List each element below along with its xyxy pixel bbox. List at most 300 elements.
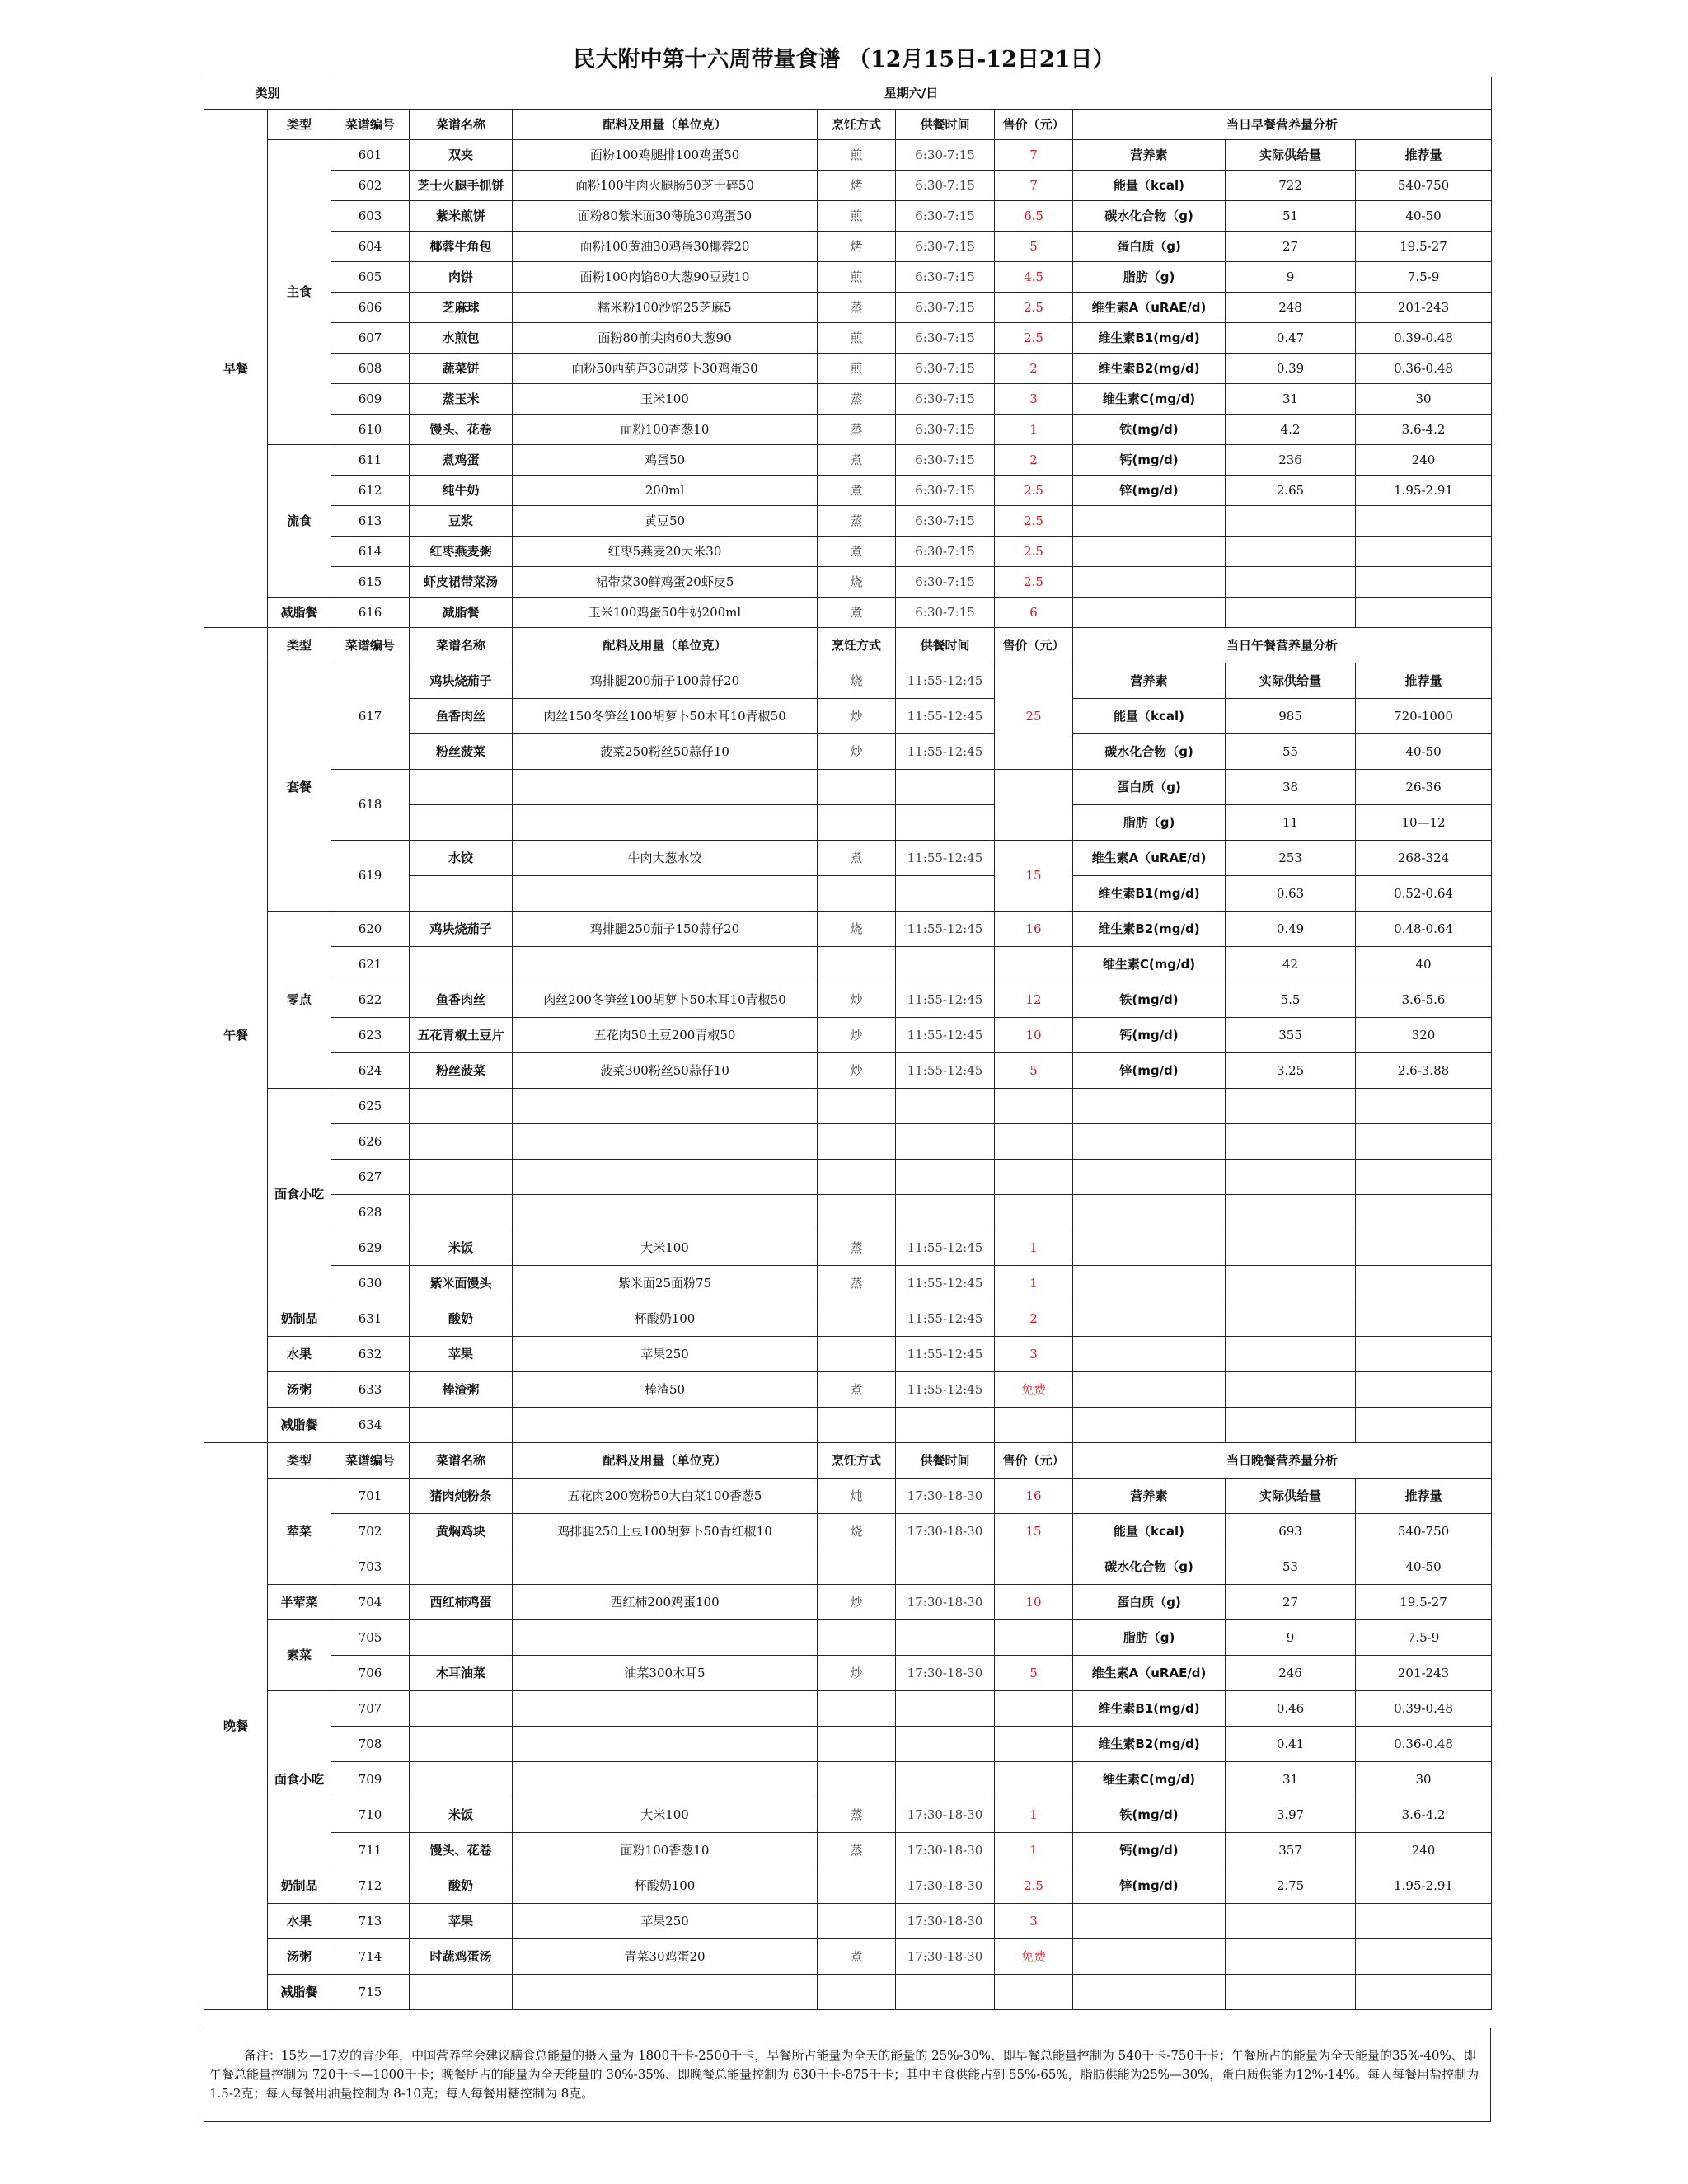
nutrient-header-actual: 实际供给量 xyxy=(1226,663,1356,699)
dish-category: 面食小吃 xyxy=(268,1691,331,1868)
nutrient-recommended: 30 xyxy=(1356,1762,1492,1797)
dish-ingredients xyxy=(513,1408,818,1443)
dish-name: 苹果 xyxy=(410,1904,513,1939)
nutrient-header-actual: 实际供给量 xyxy=(1226,140,1356,171)
nutrient-recommended: 0.39-0.48 xyxy=(1356,323,1492,354)
dish-code: 715 xyxy=(331,1975,410,2010)
table-row xyxy=(204,1585,1492,1620)
serving-time: 17:30-18-30 xyxy=(896,1479,995,1514)
table-row xyxy=(204,293,1492,323)
dish-ingredients: 面粉100肉馅80大葱90豆豉10 xyxy=(513,262,818,293)
dish-ingredients: 面粉100黄油30鸡蛋30椰蓉20 xyxy=(513,232,818,262)
empty-cell xyxy=(1073,1372,1226,1408)
dish-price: 2.5 xyxy=(995,293,1073,323)
empty-cell xyxy=(1073,1230,1226,1266)
nutrient-actual: 0.47 xyxy=(1226,323,1356,354)
nutrient-actual: 248 xyxy=(1226,293,1356,323)
header-day: 星期六/日 xyxy=(331,77,1492,110)
dish-code: 627 xyxy=(331,1160,410,1195)
nutrient-name: 维生素A（uRAE/d) xyxy=(1073,293,1226,323)
cooking-method: 蒸 xyxy=(818,506,896,537)
dish-price: 16 xyxy=(995,912,1073,947)
nutrient-actual: 9 xyxy=(1226,262,1356,293)
cooking-method: 烧 xyxy=(818,663,896,699)
serving-time: 6:30-7:15 xyxy=(896,415,995,445)
dish-ingredients xyxy=(513,1691,818,1727)
nutrient-actual: 253 xyxy=(1226,841,1356,876)
empty-cell xyxy=(1226,1372,1356,1408)
serving-time: 6:30-7:15 xyxy=(896,476,995,506)
dish-code: 612 xyxy=(331,476,410,506)
empty-cell xyxy=(410,770,513,805)
table-row xyxy=(204,1691,1492,1727)
dish-ingredients: 牛肉大葱水饺 xyxy=(513,841,818,876)
dish-name xyxy=(410,1124,513,1160)
table-row xyxy=(204,110,1492,140)
cooking-method: 炒 xyxy=(818,982,896,1018)
empty-cell xyxy=(1226,567,1356,598)
nutrient-actual: 42 xyxy=(1226,947,1356,982)
nutrient-actual: 0.49 xyxy=(1226,912,1356,947)
empty-cell xyxy=(995,770,1073,841)
cooking-method: 蒸 xyxy=(818,1797,896,1833)
nutrient-recommended: 0.52-0.64 xyxy=(1356,876,1492,912)
serving-time: 6:30-7:15 xyxy=(896,323,995,354)
nutrient-name: 锌(mg/d) xyxy=(1073,476,1226,506)
empty-cell xyxy=(1073,1337,1226,1372)
dish-ingredients: 玉米100 xyxy=(513,384,818,415)
nutrient-recommended: 0.36-0.48 xyxy=(1356,1727,1492,1762)
dish-name xyxy=(410,1762,513,1797)
col-header-name: 菜谱名称 xyxy=(410,110,513,140)
nutrient-actual: 0.46 xyxy=(1226,1691,1356,1727)
dish-ingredients: 面粉100牛肉火腿肠50芝士碎50 xyxy=(513,171,818,201)
dish-code: 704 xyxy=(331,1585,410,1620)
dish-code: 706 xyxy=(331,1656,410,1691)
dish-ingredients xyxy=(513,947,818,982)
cooking-method: 煎 xyxy=(818,201,896,232)
cooking-method xyxy=(818,1337,896,1372)
dish-ingredients xyxy=(513,1762,818,1797)
empty-cell xyxy=(1073,1975,1226,2010)
nutrition-analysis-title: 当日早餐营养量分析 xyxy=(1073,110,1492,140)
dish-price: 25 xyxy=(995,663,1073,770)
table-row xyxy=(204,1904,1492,1939)
dish-code: 708 xyxy=(331,1727,410,1762)
serving-time xyxy=(896,1408,995,1443)
serving-time xyxy=(896,1620,995,1656)
nutrient-header-name: 营养素 xyxy=(1073,140,1226,171)
dish-price: 16 xyxy=(995,1479,1073,1514)
nutrient-recommended: 26-36 xyxy=(1356,770,1492,805)
dish-category: 半荤菜 xyxy=(268,1585,331,1620)
empty-cell xyxy=(1356,506,1492,537)
nutrient-name: 铁(mg/d) xyxy=(1073,1797,1226,1833)
empty-cell xyxy=(1073,1301,1226,1337)
col-header-ingredients: 配料及用量（单位克） xyxy=(513,628,818,663)
table-row xyxy=(204,598,1492,628)
dish-ingredients: 面粉50西葫芦30胡萝卜30鸡蛋30 xyxy=(513,354,818,384)
dish-code: 631 xyxy=(331,1301,410,1337)
dish-category: 荤菜 xyxy=(268,1479,331,1585)
dish-name: 鸡块烧茄子 xyxy=(410,912,513,947)
dish-code: 602 xyxy=(331,171,410,201)
empty-cell xyxy=(1356,1337,1492,1372)
dish-ingredients xyxy=(513,1160,818,1195)
serving-time: 6:30-7:15 xyxy=(896,232,995,262)
serving-time xyxy=(896,1124,995,1160)
footnote: 备注：15岁—17岁的青少年，中国营养学会建议膳食总能量的摄入量为 1800千卡-2500千卡，早餐所占能量为全天的能量的 25%-30%、即早餐总能量控制为 540千卡-750千卡；午餐所占的能量为全天能量的35%-40%、即午餐总能量控制为 720千卡—1000千卡；晚餐所占的能量为全天能量的 30%-35%、即晚餐总能量控制为 630千卡-875千卡；其中主食供能占到 55%-65%，脂肪供能为25%—30%，蛋白质供能为12%-14%。每人每餐用盐控制为 1.5-2克；每人每餐用油量控制为 8-10克；每人每餐用糖控制为 8克。 xyxy=(204,2028,1491,2122)
dish-code: 713 xyxy=(331,1904,410,1939)
table-row xyxy=(204,445,1492,476)
nutrient-recommended: 40 xyxy=(1356,947,1492,982)
dish-category: 素菜 xyxy=(268,1620,331,1691)
empty-cell xyxy=(1226,537,1356,567)
nutrient-recommended: 3.6-5.6 xyxy=(1356,982,1492,1018)
nutrient-recommended: 201-243 xyxy=(1356,1656,1492,1691)
dish-name xyxy=(410,1620,513,1656)
serving-time: 11:55-12:45 xyxy=(896,663,995,699)
nutrient-actual: 236 xyxy=(1226,445,1356,476)
nutrient-recommended: 2.6-3.88 xyxy=(1356,1053,1492,1089)
dish-name: 芝士火腿手抓饼 xyxy=(410,171,513,201)
empty-cell xyxy=(818,805,896,841)
dish-ingredients: 面粉80紫米面30薄脆30鸡蛋50 xyxy=(513,201,818,232)
table-row xyxy=(204,1089,1492,1124)
nutrient-header-rec: 推荐量 xyxy=(1356,140,1492,171)
table-row xyxy=(204,1762,1492,1797)
nutrient-name: 维生素B1(mg/d) xyxy=(1073,1691,1226,1727)
dish-category: 减脂餐 xyxy=(268,1408,331,1443)
empty-cell xyxy=(818,770,896,805)
dish-code: 609 xyxy=(331,384,410,415)
cooking-method: 烤 xyxy=(818,171,896,201)
empty-cell xyxy=(1073,1124,1226,1160)
cooking-method xyxy=(818,1868,896,1904)
dish-price: 2 xyxy=(995,1301,1073,1337)
dish-ingredients: 裙带菜30鲜鸡蛋20虾皮5 xyxy=(513,567,818,598)
dish-code: 702 xyxy=(331,1514,410,1549)
serving-time: 6:30-7:15 xyxy=(896,171,995,201)
empty-cell xyxy=(1226,1266,1356,1301)
cooking-method: 炒 xyxy=(818,1656,896,1691)
serving-time: 17:30-18-30 xyxy=(896,1939,995,1975)
dish-ingredients: 杯酸奶100 xyxy=(513,1868,818,1904)
cooking-method: 蒸 xyxy=(818,384,896,415)
table-row xyxy=(204,262,1492,293)
nutrient-header-rec: 推荐量 xyxy=(1356,1479,1492,1514)
dish-code: 714 xyxy=(331,1939,410,1975)
dish-name xyxy=(410,1089,513,1124)
serving-time: 11:55-12:45 xyxy=(896,699,995,734)
nutrient-actual: 4.2 xyxy=(1226,415,1356,445)
table-row xyxy=(204,1797,1492,1833)
dish-name: 馒头、花卷 xyxy=(410,415,513,445)
table-row xyxy=(204,354,1492,384)
table-row xyxy=(204,841,1492,876)
nutrient-recommended: 7.5-9 xyxy=(1356,262,1492,293)
dish-ingredients: 面粉100香葱10 xyxy=(513,415,818,445)
empty-cell xyxy=(1226,1230,1356,1266)
cooking-method: 蒸 xyxy=(818,1230,896,1266)
table-row xyxy=(204,476,1492,506)
nutrient-actual: 31 xyxy=(1226,1762,1356,1797)
dish-code: 625 xyxy=(331,1089,410,1124)
cooking-method xyxy=(818,1408,896,1443)
nutrient-name: 蛋白质（g) xyxy=(1073,770,1226,805)
dish-price: 2.5 xyxy=(995,1868,1073,1904)
dish-code: 634 xyxy=(331,1408,410,1443)
nutrient-name: 铁(mg/d) xyxy=(1073,415,1226,445)
empty-cell xyxy=(1073,1089,1226,1124)
col-header-time: 供餐时间 xyxy=(896,1443,995,1479)
nutrient-recommended: 201-243 xyxy=(1356,293,1492,323)
table-row xyxy=(204,1266,1492,1301)
cooking-method: 炒 xyxy=(818,1585,896,1620)
dish-price: 4.5 xyxy=(995,262,1073,293)
dish-ingredients: 黄豆50 xyxy=(513,506,818,537)
nutrient-recommended: 40-50 xyxy=(1356,734,1492,770)
empty-cell xyxy=(1073,506,1226,537)
dish-category: 零点 xyxy=(268,912,331,1089)
empty-cell xyxy=(1226,1160,1356,1195)
nutrient-recommended: 320 xyxy=(1356,1018,1492,1053)
table-row xyxy=(204,1514,1492,1549)
dish-code: 707 xyxy=(331,1691,410,1727)
nutrient-name: 铁(mg/d) xyxy=(1073,982,1226,1018)
empty-cell xyxy=(1226,1124,1356,1160)
nutrient-actual: 985 xyxy=(1226,699,1356,734)
serving-time: 17:30-18-30 xyxy=(896,1514,995,1549)
empty-cell xyxy=(1073,537,1226,567)
cooking-method xyxy=(818,1160,896,1195)
cooking-method xyxy=(818,947,896,982)
empty-cell xyxy=(1356,537,1492,567)
dish-code: 614 xyxy=(331,537,410,567)
nutrient-recommended: 3.6-4.2 xyxy=(1356,1797,1492,1833)
nutrient-recommended: 0.48-0.64 xyxy=(1356,912,1492,947)
dish-price xyxy=(995,1160,1073,1195)
table-row xyxy=(204,770,1492,805)
dish-price: 5 xyxy=(995,1656,1073,1691)
col-header-price: 售价（元） xyxy=(995,110,1073,140)
empty-cell xyxy=(410,805,513,841)
cooking-method xyxy=(818,1904,896,1939)
cooking-method xyxy=(818,1762,896,1797)
serving-time: 17:30-18-30 xyxy=(896,1904,995,1939)
cooking-method xyxy=(818,1691,896,1727)
nutrient-recommended: 7.5-9 xyxy=(1356,1620,1492,1656)
dish-category: 流食 xyxy=(268,445,331,598)
table-row xyxy=(204,506,1492,537)
nutrient-header-rec: 推荐量 xyxy=(1356,663,1492,699)
dish-name: 猪肉炖粉条 xyxy=(410,1479,513,1514)
nutrient-name: 维生素B2(mg/d) xyxy=(1073,1727,1226,1762)
col-header-method: 烹饪方式 xyxy=(818,1443,896,1479)
dish-code: 624 xyxy=(331,1053,410,1089)
nutrient-actual: 0.39 xyxy=(1226,354,1356,384)
dish-code: 619 xyxy=(331,841,410,912)
dish-price xyxy=(995,1727,1073,1762)
nutrient-actual: 0.63 xyxy=(1226,876,1356,912)
dish-name: 紫米煎饼 xyxy=(410,201,513,232)
table-row xyxy=(204,628,1492,663)
dish-name: 棒渣粥 xyxy=(410,1372,513,1408)
cooking-method: 蒸 xyxy=(818,1833,896,1868)
dish-code: 628 xyxy=(331,1195,410,1230)
dish-category: 奶制品 xyxy=(268,1868,331,1904)
empty-cell xyxy=(513,876,818,912)
empty-cell xyxy=(1356,1301,1492,1337)
dish-price: 7 xyxy=(995,171,1073,201)
dish-category: 汤粥 xyxy=(268,1372,331,1408)
empty-cell xyxy=(1226,1301,1356,1337)
serving-time xyxy=(896,1160,995,1195)
dish-ingredients: 面粉80前尖肉60大葱90 xyxy=(513,323,818,354)
dish-name: 西红柿鸡蛋 xyxy=(410,1585,513,1620)
serving-time: 11:55-12:45 xyxy=(896,1301,995,1337)
nutrient-name: 锌(mg/d) xyxy=(1073,1868,1226,1904)
serving-time: 11:55-12:45 xyxy=(896,1372,995,1408)
dish-ingredients: 鸡排腿250土豆100胡萝卜50青红椒10 xyxy=(513,1514,818,1549)
cooking-method: 煮 xyxy=(818,1372,896,1408)
serving-time: 6:30-7:15 xyxy=(896,506,995,537)
dish-name xyxy=(410,1691,513,1727)
cooking-method: 炒 xyxy=(818,1018,896,1053)
nutrient-name: 脂肪（g) xyxy=(1073,805,1226,841)
nutrient-name: 维生素A（uRAE/d) xyxy=(1073,841,1226,876)
serving-time: 17:30-18-30 xyxy=(896,1868,995,1904)
dish-name: 酸奶 xyxy=(410,1301,513,1337)
dish-ingredients: 油菜300木耳5 xyxy=(513,1656,818,1691)
empty-cell xyxy=(410,876,513,912)
dish-price xyxy=(995,1195,1073,1230)
dish-name: 鱼香肉丝 xyxy=(410,982,513,1018)
nutrient-actual: 246 xyxy=(1226,1656,1356,1691)
col-header-type: 类型 xyxy=(268,110,331,140)
dish-category: 汤粥 xyxy=(268,1939,331,1975)
dish-code: 613 xyxy=(331,506,410,537)
dish-price xyxy=(995,1691,1073,1727)
dish-code: 607 xyxy=(331,323,410,354)
dish-code: 701 xyxy=(331,1479,410,1514)
nutrient-recommended: 19.5-27 xyxy=(1356,1585,1492,1620)
nutrient-name: 维生素A（uRAE/d) xyxy=(1073,1656,1226,1691)
nutrient-name: 蛋白质（g) xyxy=(1073,232,1226,262)
dish-code: 608 xyxy=(331,354,410,384)
dish-name: 米饭 xyxy=(410,1230,513,1266)
dish-code: 633 xyxy=(331,1372,410,1408)
dish-ingredients: 菠菜250粉丝50蒜仔10 xyxy=(513,734,818,770)
dish-ingredients: 玉米100鸡蛋50牛奶200ml xyxy=(513,598,818,628)
dish-price xyxy=(995,1124,1073,1160)
nutrient-name: 维生素C(mg/d) xyxy=(1073,384,1226,415)
nutrient-actual: 9 xyxy=(1226,1620,1356,1656)
table-row xyxy=(204,1195,1492,1230)
serving-time: 17:30-18-30 xyxy=(896,1797,995,1833)
dish-ingredients: 鸡排腿200茄子100蒜仔20 xyxy=(513,663,818,699)
cooking-method: 煎 xyxy=(818,262,896,293)
cooking-method xyxy=(818,1124,896,1160)
cooking-method: 煮 xyxy=(818,1939,896,1975)
cooking-method: 煮 xyxy=(818,598,896,628)
nutrient-recommended: 540-750 xyxy=(1356,1514,1492,1549)
dish-code: 601 xyxy=(331,140,410,171)
dish-code: 622 xyxy=(331,982,410,1018)
serving-time xyxy=(896,1691,995,1727)
dish-price xyxy=(995,1549,1073,1585)
dish-ingredients: 五花肉50土豆200青椒50 xyxy=(513,1018,818,1053)
serving-time xyxy=(896,1975,995,2010)
meal-label: 早餐 xyxy=(204,110,268,628)
table-row xyxy=(204,415,1492,445)
serving-time: 17:30-18-30 xyxy=(896,1833,995,1868)
nutrient-actual: 2.65 xyxy=(1226,476,1356,506)
col-header-method: 烹饪方式 xyxy=(818,110,896,140)
serving-time: 11:55-12:45 xyxy=(896,982,995,1018)
dish-ingredients xyxy=(513,1620,818,1656)
dish-name: 酸奶 xyxy=(410,1868,513,1904)
page-title: 民大附中第十六周带量食谱 （12月15日-12日21日） xyxy=(573,47,1115,73)
cooking-method xyxy=(818,1195,896,1230)
dish-code: 605 xyxy=(331,262,410,293)
cooking-method: 炒 xyxy=(818,734,896,770)
cooking-method: 蒸 xyxy=(818,415,896,445)
dish-name xyxy=(410,1727,513,1762)
dish-code: 711 xyxy=(331,1833,410,1868)
nutrient-actual: 51 xyxy=(1226,201,1356,232)
nutrient-name: 能量（kcal) xyxy=(1073,699,1226,734)
dish-ingredients: 青菜30鸡蛋20 xyxy=(513,1939,818,1975)
table-row xyxy=(204,1337,1492,1372)
dish-name xyxy=(410,1408,513,1443)
dish-name: 虾皮裙带菜汤 xyxy=(410,567,513,598)
nutrient-name: 锌(mg/d) xyxy=(1073,1053,1226,1089)
nutrient-name: 钙(mg/d) xyxy=(1073,1018,1226,1053)
cooking-method: 炒 xyxy=(818,1053,896,1089)
empty-cell xyxy=(513,770,818,805)
dish-ingredients: 200ml xyxy=(513,476,818,506)
table-row xyxy=(204,1975,1492,2010)
empty-cell xyxy=(1356,1124,1492,1160)
empty-cell xyxy=(1073,1266,1226,1301)
serving-time: 6:30-7:15 xyxy=(896,140,995,171)
cooking-method: 煮 xyxy=(818,476,896,506)
dish-name: 豆浆 xyxy=(410,506,513,537)
dish-price: 2.5 xyxy=(995,476,1073,506)
nutrient-actual: 2.75 xyxy=(1226,1868,1356,1904)
dish-name xyxy=(410,1195,513,1230)
nutrient-recommended: 720-1000 xyxy=(1356,699,1492,734)
dish-ingredients: 面粉100鸡腿排100鸡蛋50 xyxy=(513,140,818,171)
serving-time: 6:30-7:15 xyxy=(896,537,995,567)
nutrient-recommended: 40-50 xyxy=(1356,201,1492,232)
dish-code: 620 xyxy=(331,912,410,947)
nutrient-actual: 27 xyxy=(1226,1585,1356,1620)
cooking-method: 煎 xyxy=(818,140,896,171)
dish-name: 鸡块烧茄子 xyxy=(410,663,513,699)
dish-name: 红枣燕麦粥 xyxy=(410,537,513,567)
dish-ingredients: 肉丝150冬笋丝100胡萝卜50木耳10青椒50 xyxy=(513,699,818,734)
empty-cell xyxy=(1356,1975,1492,2010)
nutrient-recommended: 240 xyxy=(1356,445,1492,476)
serving-time: 6:30-7:15 xyxy=(896,567,995,598)
dish-name: 苹果 xyxy=(410,1337,513,1372)
table-row xyxy=(204,1230,1492,1266)
dish-price xyxy=(995,1408,1073,1443)
table-row xyxy=(204,201,1492,232)
dish-ingredients xyxy=(513,1089,818,1124)
